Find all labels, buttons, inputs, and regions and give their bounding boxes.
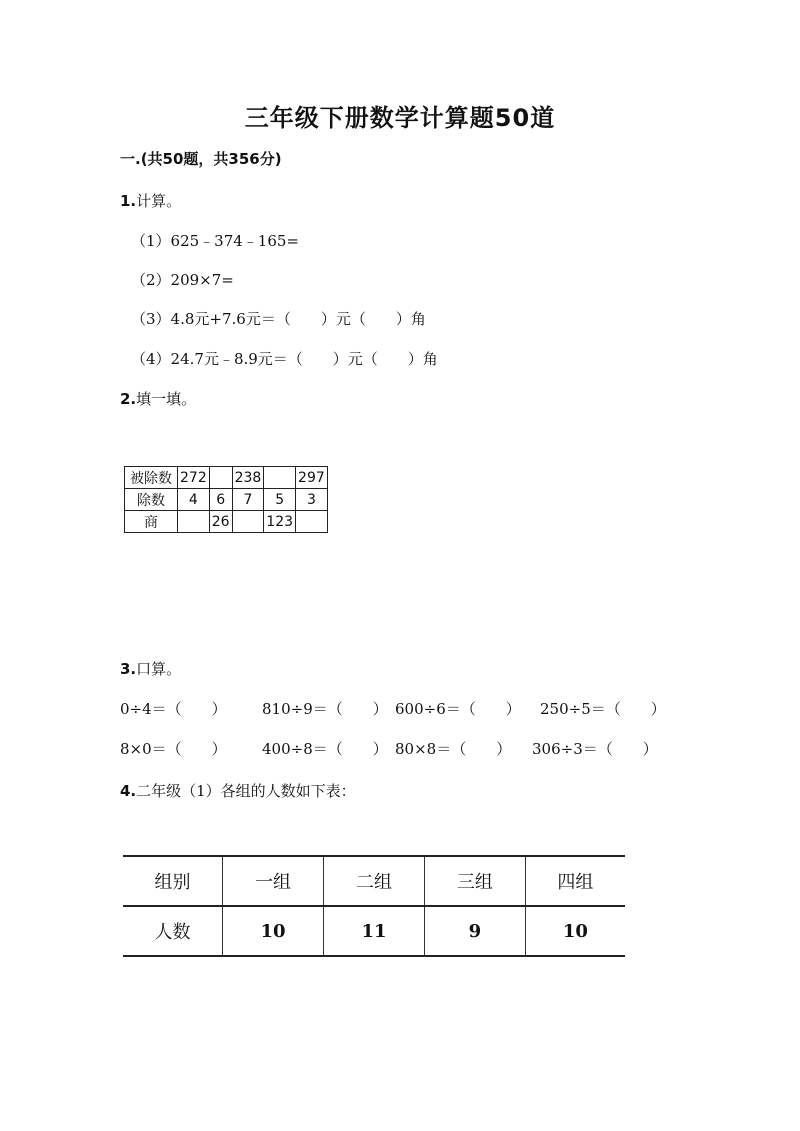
table-cell: [178, 511, 210, 533]
table-header-cell: 三组: [424, 856, 525, 906]
table-cell: 11: [324, 906, 425, 956]
table-header-cell: 一组: [223, 856, 324, 906]
table-cell: [209, 467, 232, 489]
question-prompt: 计算。: [136, 192, 182, 210]
oral-item: 250÷5＝（ ）: [540, 700, 666, 718]
table-cell: 被除数: [125, 467, 178, 489]
table-cell: 3: [296, 489, 328, 511]
q1-item-1: （1）625﹣374﹣165=: [131, 232, 300, 250]
table-row: [125, 467, 328, 489]
table-header-cell: 组别: [123, 856, 223, 906]
oral-item: 8×0＝（ ）: [120, 740, 227, 758]
q1-item-4: （4）24.7元﹣8.9元＝（ ）元（ ）角: [131, 350, 438, 368]
question-number: 2.: [120, 390, 137, 408]
table-cell: 商: [125, 511, 178, 533]
oral-item: 810÷9＝（ ）: [262, 700, 388, 718]
question-prompt: 二年级（1）各组的人数如下表：: [136, 782, 356, 800]
q1-item-2: （2）209×7=: [131, 271, 234, 289]
table-cell: 238: [232, 467, 264, 489]
table-cell: 10: [525, 906, 625, 956]
table-cell: 297: [296, 467, 328, 489]
question-4: [120, 780, 356, 801]
oral-item: 0÷4＝（ ）: [120, 700, 227, 718]
table-cell: [264, 467, 296, 489]
table-cell: [296, 511, 328, 533]
table-row: [125, 511, 328, 533]
question-number: 3.: [120, 660, 137, 678]
question-number: 4.: [120, 782, 137, 800]
table-cell: 5: [264, 489, 296, 511]
question-1: [120, 190, 181, 211]
oral-item: 80×8＝（ ）: [395, 740, 512, 758]
table-cell: 272: [178, 467, 210, 489]
page-title: 三年级下册数学计算题50道: [244, 104, 556, 132]
table-header-cell: 二组: [324, 856, 425, 906]
table-cell: 除数: [125, 489, 178, 511]
table-cell: 123: [264, 511, 296, 533]
question-prompt: 填一填。: [136, 390, 197, 408]
table-cell: 6: [209, 489, 232, 511]
table-cell: 9: [424, 906, 525, 956]
q1-item-3: （3）4.8元+7.6元＝（ ）元（ ）角: [131, 310, 426, 328]
question-2: [120, 388, 196, 409]
table-row: [123, 906, 625, 956]
table-row: [125, 489, 328, 511]
question-prompt: 口算。: [136, 660, 182, 678]
division-table: [124, 466, 328, 533]
table-cell: 7: [232, 489, 264, 511]
table-cell: [232, 511, 264, 533]
table-cell: 人数: [123, 906, 223, 956]
table-header-row: [123, 856, 625, 906]
question-number: 1.: [120, 192, 137, 210]
oral-item: 600÷6＝（ ）: [395, 700, 521, 718]
table-header-cell: 四组: [525, 856, 625, 906]
question-3: [120, 658, 181, 679]
oral-item: 400÷8＝（ ）: [262, 740, 388, 758]
table-cell: 4: [178, 489, 210, 511]
table-cell: 26: [209, 511, 232, 533]
table-cell: 10: [223, 906, 324, 956]
group-count-table: [123, 855, 625, 957]
oral-item: 306÷3＝（ ）: [532, 740, 658, 758]
section-header: 一.(共50题，共356分): [120, 150, 282, 168]
